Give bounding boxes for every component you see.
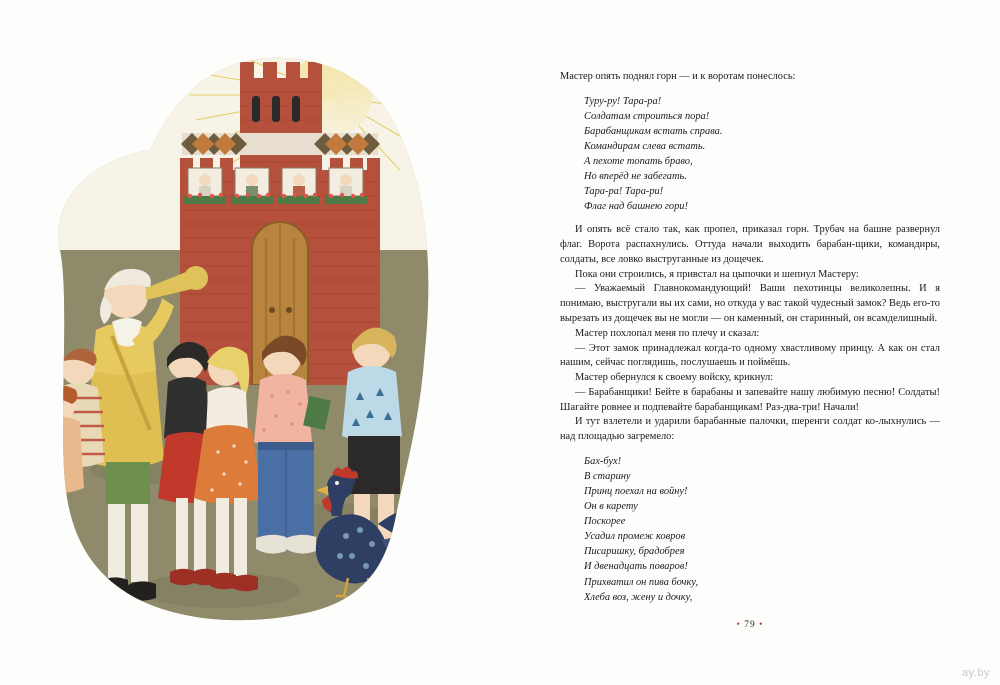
verse-line: Прихватил он пива бочку, <box>584 576 699 588</box>
verse-stanza-1 <box>584 94 940 215</box>
paragraph-line: Мастер опять поднял горн — и к воротам понеслось: <box>560 71 796 82</box>
watermark: ay.by <box>962 667 990 679</box>
verse-line: Писаришку, брадобрея <box>584 546 685 558</box>
verse-line: Хлеба воз, жену и дочку, <box>584 591 693 603</box>
verse-line: В старину <box>584 470 631 482</box>
verse-line: Бах-бух! <box>584 455 622 467</box>
verse-stanza-2 <box>584 454 940 605</box>
verse-line: Командирам слева встать. <box>584 141 706 152</box>
folio-number: 79 <box>744 620 756 630</box>
verse-line: Но вперёд не забегать. <box>584 171 687 183</box>
verse-line: Тара-ра! Тара-ри! <box>584 186 664 198</box>
verse-line: Он в карету <box>584 501 638 513</box>
folio-dot-left: • <box>736 620 741 630</box>
verse-line: Флаг над башнею гори! <box>584 201 688 213</box>
paragraph: Мастер похлопал меня по плечу и сказал: <box>575 327 760 339</box>
verse-line: Усадил промеж ковров <box>584 531 686 543</box>
page-text-column <box>560 70 940 614</box>
verse-line: А пехоте топать браво, <box>584 156 693 168</box>
paragraph: И тут взлетели и ударили барабанные палочки, шеренги солдат ко-лыхнулись — над площадью загремело: <box>560 416 940 443</box>
verse-line: Барабанщикам встать справа. <box>584 125 723 137</box>
paragraph: — Уважаемый Главнокомандующий! Ваши пехотинцы великолепны. И я понимаю, выстругали вы их сами, но откуда у вас такой чудесный замок? Ведь его-то вырезать из дощечек вы не могли — он каменный, он старинный, он всамделишный. <box>560 283 940 324</box>
verse-line: Принц поехал на войну! <box>584 486 688 498</box>
paragraph: И опять всё стало так, как пропел, приказал горн. Трубач на башне развернул флаг. Ворота распахнулись. Оттуда начали выходить барабан-щики, командиры, солдаты, все ловко выструганные из дощечек. <box>560 224 940 265</box>
paragraph-group <box>560 223 940 444</box>
verse-line: Солдатам строиться пора! <box>584 110 710 122</box>
page-number <box>560 620 940 630</box>
paragraph: Мастер обернулся к своему войску, крикнул: <box>575 372 774 384</box>
folio-dot-right: • <box>759 620 764 630</box>
paragraph <box>560 70 940 85</box>
verse-line: Поскорее <box>584 516 626 528</box>
verse-line: Туру-ру! Тара-ра! <box>584 95 662 107</box>
paragraph: — Этот замок принадлежал когда-то одному хвастливому принцу. А как он стал нашим, сейчас поглядишь, послушаешь и поймёшь. <box>560 342 940 369</box>
verse-line: И двенадцать поваров! <box>584 561 688 573</box>
paragraph: Пока они строились, я привстал на цыпочки и шепнул Мастеру: <box>575 268 859 280</box>
paragraph: — Барабанщики! Бейте в барабаны и запевайте нашу любимую песню! Солдаты! Шагайте ровнее и подпевайте барабанщикам! Раз-два-три! Начали! <box>560 386 940 413</box>
